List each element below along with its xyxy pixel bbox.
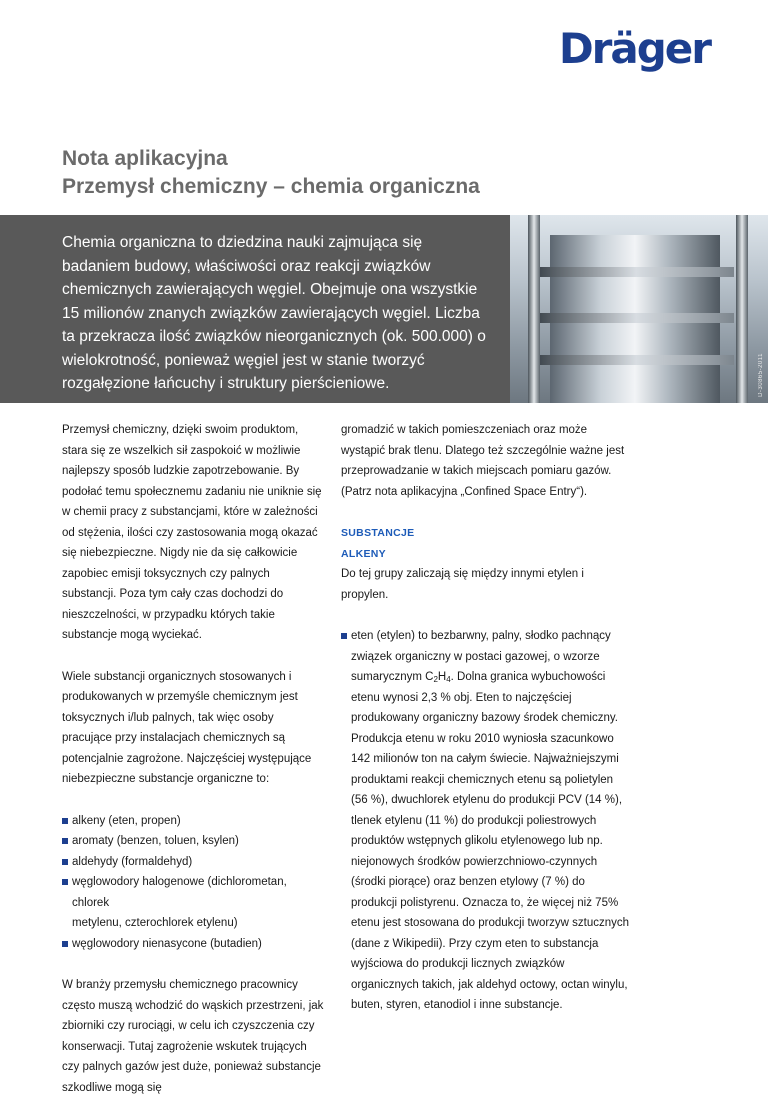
list-item: alkeny (eten, propen) (62, 811, 324, 832)
left-column (62, 420, 324, 1098)
title-line-1: Nota aplikacyjna (62, 147, 228, 170)
list-item: eten (etylen) to bezbarwny, palny, słodko pachnący związek organiczny w postaci gazowej, o wzorze sumarycznym $C_2H_4$. Dolna granica wybuchowości etenu wynosi 2,3 % obj. Eten to najczęściej produkowany organiczny bazowy środek chemiczny. Produkcja etenu w roku 2010 wyniosła szacunkowo 142 milionów ton na całym świecie. Najważniejszymi produktami reakcji chemicznych etenu są polietylen (56 %), dwuchlorek etylenu do produkcji PCV (14 %), tlenek etylenu (11 %) do produkcji poliestrowych produktów wstępnych glikolu etylenowego lub np. niejonowych środków powierzchniowo-czynnych (środki piorące) oraz benzen etylowy (7 %) do produkcji polistyrenu. Oznacza to, że więcej niż 75% etenu jest stosowana do produkcji tworzyw sztucznych (dane z Wikipedii). Przy czym eten to substancja wyjściowa do produkcji licznych związków organicznych takich, jak aldehyd octowy, octan winylu, buten, styren, etanodiol i inne substancje. (341, 626, 631, 1016)
paragraph: gromadzić w takich pomieszczeniach oraz może wystąpić brak tlenu. Dlatego też szczególnie ważne jest przeprowadzanie w takich miejscach pomiaru gazów. (Patrz nota aplikacyjna „Confined Space Entry“). (341, 424, 625, 498)
right-column (341, 420, 631, 1016)
refinery-photo (510, 215, 768, 403)
list-item: aromaty (benzen, toluen, ksylen) (62, 831, 324, 852)
title-line-2: Przemysł chemiczny – chemia organiczna (62, 175, 480, 198)
list-item: węglowodory halogenowe (dichlorometan, chlorek metylenu, czterochlorek etylenu) (62, 872, 324, 934)
drager-logo: Dräger (558, 24, 710, 73)
hazard-substance-list (62, 811, 324, 955)
paragraph: Do tej grupy zaliczają się między innymi etylen i propylen. (341, 568, 584, 601)
bullet-icon (62, 859, 68, 865)
list-item: węglowodory nienasycone (butadien) (62, 934, 324, 955)
bullet-icon (62, 941, 68, 947)
tower-ring (538, 267, 734, 277)
paragraph: Przemysł chemiczny, dzięki swoim produktom, stara się ze wszelkich sił zaspokoić w możliwie najlepszy sposób ludzkie zapotrzebowanie. By podołać temu społecznemu zadaniu nie uniknie się w chemii pracy z substancjami, które w zależności od stężenia, ilości czy zastosowania mogą okazać się niebezpieczne. Nigdy nie da się całkowicie zapobiec emisji toksycznych czy palnych substancji. Poza tym cały czas dochodzi do nieszczelności, w przypadku których takie substancje mogą wyciekać. (62, 424, 322, 641)
subsection-heading: ALKENY (341, 547, 386, 560)
paragraph: Wiele substancji organicznych stosowanych i produkowanych w przemyśle chemicznym jest toksycznych i/lub palnych, tak więc osoby pracujące przy instalacjach chemicznych są potencjalnie zagrożone. Najczęściej występujące niebezpieczne substancje organiczne to: (62, 670, 312, 785)
bullet-icon (62, 879, 68, 885)
bullet-icon (341, 633, 347, 639)
pipe (736, 215, 748, 403)
intro-text: Chemia organiczna to dziedzina nauki zajmująca się badaniem budowy, właściwości oraz reakcji związków chemicznych zawierających węgiel. Obejmuje ona wszystkie 15 milionów znanych związków zawierających węgiel. Liczba ta przekracza ilość związków nieorganicznych (ok. 500.000) o wielokrotność, ponieważ węgiel jest w stanie tworzyć rozgałęzione łańcuchy i struktury pierścieniowe. (62, 234, 486, 392)
tower-ring (538, 355, 734, 365)
bullet-icon (62, 818, 68, 824)
tower-ring (538, 313, 734, 323)
page-title (62, 145, 480, 201)
photo-credit: D-30865-2011 (758, 353, 764, 397)
list-item: aldehydy (formaldehyd) (62, 852, 324, 873)
bullet-icon (62, 838, 68, 844)
intro-banner (0, 215, 768, 403)
pipe (528, 215, 540, 403)
section-heading: SUBSTANCJE (341, 527, 415, 539)
paragraph: W branży przemysłu chemicznego pracownicy często muszą wchodzić do wąskich przestrzeni, jak zbiorniki czy rurociągi, w celu ich czyszczenia czy konserwacji. Tutaj zagrożenie wskutek trujących czy palnych gazów jest duże, ponieważ substancje szkodliwe mogą się (62, 979, 324, 1094)
